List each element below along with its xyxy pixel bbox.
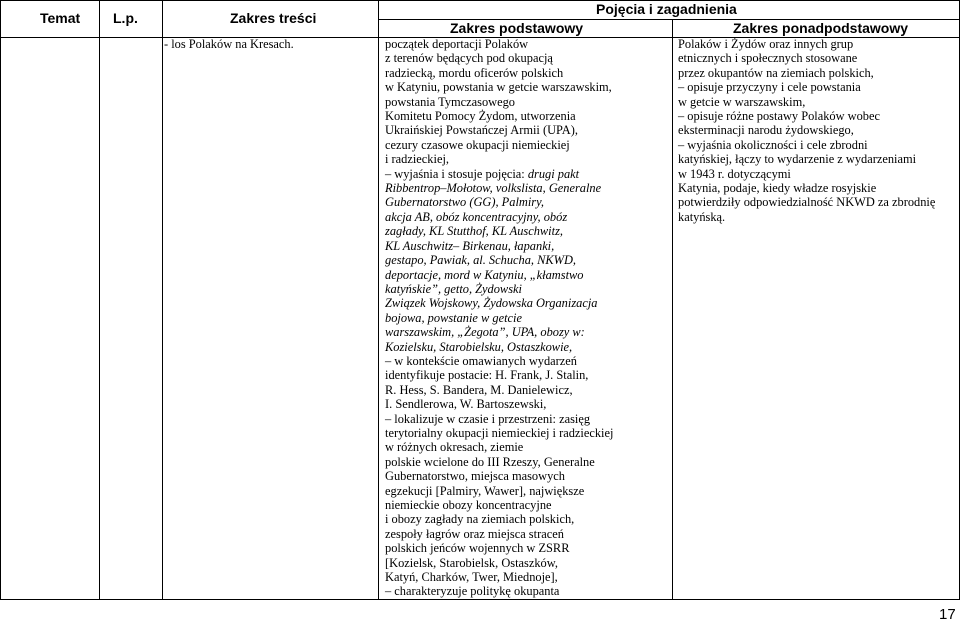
podstawowy-line: [385, 296, 613, 310]
table-left-border: [0, 0, 1, 600]
header-zakres-tresci: Zakres treści: [230, 10, 317, 26]
podstawowy-line-text: warszawskim, „Żegota”, UPA, obozy w:: [385, 325, 585, 340]
podstawowy-line-text: egzekucji [Palmiry, Wawer], największe: [385, 483, 585, 498]
podstawowy-line: [385, 224, 613, 238]
podstawowy-line-text: identyfikuje postacie: H. Frank, J. Stalin,: [385, 368, 589, 383]
podstawowy-line: [385, 311, 613, 325]
podstawowy-line-text: niemieckie obozy koncentracyjne: [385, 498, 552, 512]
podstawowy-line: [385, 37, 613, 51]
podstawowy-line-text: terytorialny okupacji niemieckiej i radzieckiej: [385, 425, 614, 440]
podstawowy-line-text: radziecką, mordu oficerów polskich: [385, 65, 564, 80]
podstawowy-line-text: akcja AB, obóz koncentracyjny, obóz: [385, 209, 568, 224]
podstawowy-line-text: z terenów będących pod okupacją: [385, 51, 553, 66]
podstawowy-line-text: Gubernatorstwo, miejsca masowych: [385, 469, 565, 484]
podstawowy-line: [385, 138, 613, 152]
podstawowy-line: [385, 340, 613, 354]
zakres-ponadpodstawowy-cell: [678, 37, 935, 224]
podstawowy-line: [385, 412, 613, 426]
podstawowy-line: [385, 354, 613, 368]
podstawowy-line-text: R. Hess, S. Bandera, M. Danielewicz,: [385, 382, 573, 397]
podstawowy-line-text: deportacje, mord w Katyniu, „kłamstwo: [385, 267, 584, 282]
podstawowy-line-text: w Katyniu, powstania w getcie warszawskim,: [385, 80, 612, 95]
zakres-tresci-cell: - los Polaków na Kresach.: [164, 37, 294, 51]
podstawowy-line-italic-tail: drugi pakt: [527, 166, 580, 181]
podstawowy-line: [385, 268, 613, 282]
zakres-podstawowy-cell: [385, 37, 613, 599]
podstawowy-line-text: zagłady, KL Stutthof, KL Auschwitz,: [385, 224, 563, 239]
podstawowy-line-text: powstania Tymczasowego: [385, 94, 516, 109]
podstawowy-line-text: Komitetu Pomocy Żydom, utworzenia: [385, 109, 576, 124]
ponadpodstawowy-line: przez okupantów na ziemiach polskich,: [678, 65, 874, 80]
podstawowy-line: [385, 66, 613, 80]
podstawowy-line: [385, 282, 613, 296]
podstawowy-line-text: – w kontekście omawianych wydarzeń: [385, 353, 577, 368]
podstawowy-line: [385, 368, 613, 382]
ponadpodstawowy-line: w 1943 r. dotyczącymi: [678, 166, 791, 181]
podstawowy-line: [385, 123, 613, 137]
podstawowy-line: [385, 253, 613, 267]
podstawowy-line-text: początek deportacji Polaków: [385, 37, 529, 51]
podstawowy-line-text: i radzieckiej,: [385, 152, 449, 167]
podstawowy-line: [385, 239, 613, 253]
podstawowy-line: [385, 167, 613, 181]
podstawowy-line-text: cezury czasowe okupacji niemieckiej: [385, 137, 570, 152]
header-zakres-ponadpodstawowy: Zakres ponadpodstawowy: [733, 20, 909, 36]
podstawowy-line: [385, 498, 613, 512]
podstawowy-line-text: – wyjaśnia i stosuje pojęcia:: [385, 166, 528, 181]
ponadpodstawowy-line: – opisuje przyczyny i cele powstania: [678, 80, 861, 95]
podstawowy-line: [385, 210, 613, 224]
podstawowy-line: [385, 469, 613, 483]
podstawowy-line-text: I. Sendlerowa, W. Bartoszewski,: [385, 397, 547, 412]
column-divider-zakres: [378, 0, 379, 600]
podstawowy-line-text: i obozy zagłady na ziemiach polskich,: [385, 512, 575, 527]
ponadpodstawowy-line: w getcie w warszawskim,: [678, 94, 806, 109]
podstawowy-line: [385, 383, 613, 397]
podstawowy-line: [385, 152, 613, 166]
ponadpodstawowy-line: – opisuje różne postawy Polaków wobec: [678, 109, 880, 124]
podstawowy-line: [385, 195, 613, 209]
ponadpodstawowy-line: Katynia, podaje, kiedy władze rosyjskie: [678, 181, 877, 196]
header-zakres-podstawowy: Zakres podstawowy: [450, 20, 584, 36]
podstawowy-line-text: zespoły łagrów oraz miejsca straceń: [385, 526, 564, 541]
podstawowy-line: [385, 541, 613, 555]
podstawowy-line: [385, 455, 613, 469]
podstawowy-line: [385, 584, 613, 598]
podstawowy-line-text: Ribbentrop–Mołotow, volkslista, Generalne: [385, 181, 602, 196]
ponadpodstawowy-line: katyńskiej, łączy to wydarzenie z wydarzeniami: [678, 152, 917, 167]
table-top-border: [0, 0, 960, 1]
podstawowy-line-text: KL Auschwitz– Birkenau, łapanki,: [385, 238, 555, 253]
podstawowy-line: [385, 512, 613, 526]
ponadpodstawowy-line: potwierdziły odpowiedzialność NKWD za zbrodnię: [678, 195, 936, 210]
column-divider-temat: [99, 0, 100, 600]
podstawowy-line: [385, 440, 613, 454]
podstawowy-line: [385, 51, 613, 65]
podstawowy-line-text: [Kozielsk, Starobielsk, Ostaszków,: [385, 555, 558, 570]
podstawowy-line: [385, 426, 613, 440]
podstawowy-line-text: Katyń, Charków, Twer, Miednoje],: [385, 570, 558, 585]
podstawowy-line: [385, 397, 613, 411]
ponadpodstawowy-line: Polaków i Żydów oraz innych grup: [678, 37, 854, 51]
column-divider-lp: [162, 0, 163, 600]
page-number: 17: [939, 606, 956, 623]
podstawowy-line-text: Ukraińskiej Powstańczej Armii (UPA),: [385, 123, 578, 138]
podstawowy-line-text: polskie wcielone do III Rzeszy, Generalne: [385, 454, 595, 469]
podstawowy-line-text: polskich jeńców wojennych w ZSRR: [385, 541, 570, 556]
header-temat: Temat: [40, 10, 81, 26]
podstawowy-line: [385, 109, 613, 123]
header-pojecia: Pojęcia i zagadnienia: [596, 1, 737, 17]
podstawowy-line-text: w różnych okresach, ziemie: [385, 440, 524, 455]
podstawowy-line: [385, 484, 613, 498]
ponadpodstawowy-line: – wyjaśnia okoliczności i cele zbrodni: [678, 137, 868, 152]
podstawowy-line: [385, 80, 613, 94]
podstawowy-line: [385, 95, 613, 109]
table-bottom-border: [0, 599, 960, 600]
podstawowy-line-text: Kozielsku, Starobielsku, Ostaszkowie,: [385, 339, 573, 354]
podstawowy-line: [385, 556, 613, 570]
header-lp: L.p.: [113, 10, 138, 26]
podstawowy-line-text: – lokalizuje w czasie i przestrzeni: zasięg: [385, 411, 591, 426]
podstawowy-line: [385, 570, 613, 584]
podstawowy-line: [385, 527, 613, 541]
podstawowy-line-text: bojowa, powstanie w getcie: [385, 310, 522, 325]
column-divider-podstawowy: [672, 19, 673, 600]
podstawowy-line: [385, 181, 613, 195]
podstawowy-line: [385, 325, 613, 339]
ponadpodstawowy-line: eksterminacji narodu żydowskiego,: [678, 123, 854, 138]
podstawowy-line-text: Związek Wojskowy, Żydowska Organizacja: [385, 296, 598, 311]
podstawowy-line-text: – charakteryzuje politykę okupanta: [385, 584, 560, 599]
podstawowy-line-text: Gubernatorstwo (GG), Palmiry,: [385, 195, 545, 210]
ponadpodstawowy-line: katyńską.: [678, 209, 726, 224]
podstawowy-line-text: gestapo, Pawiak, al. Schucha, NKWD,: [385, 253, 577, 268]
podstawowy-line-text: katyńskie”, getto, Żydowski: [385, 281, 522, 296]
ponadpodstawowy-line: etnicznych i społecznych stosowane: [678, 51, 858, 66]
